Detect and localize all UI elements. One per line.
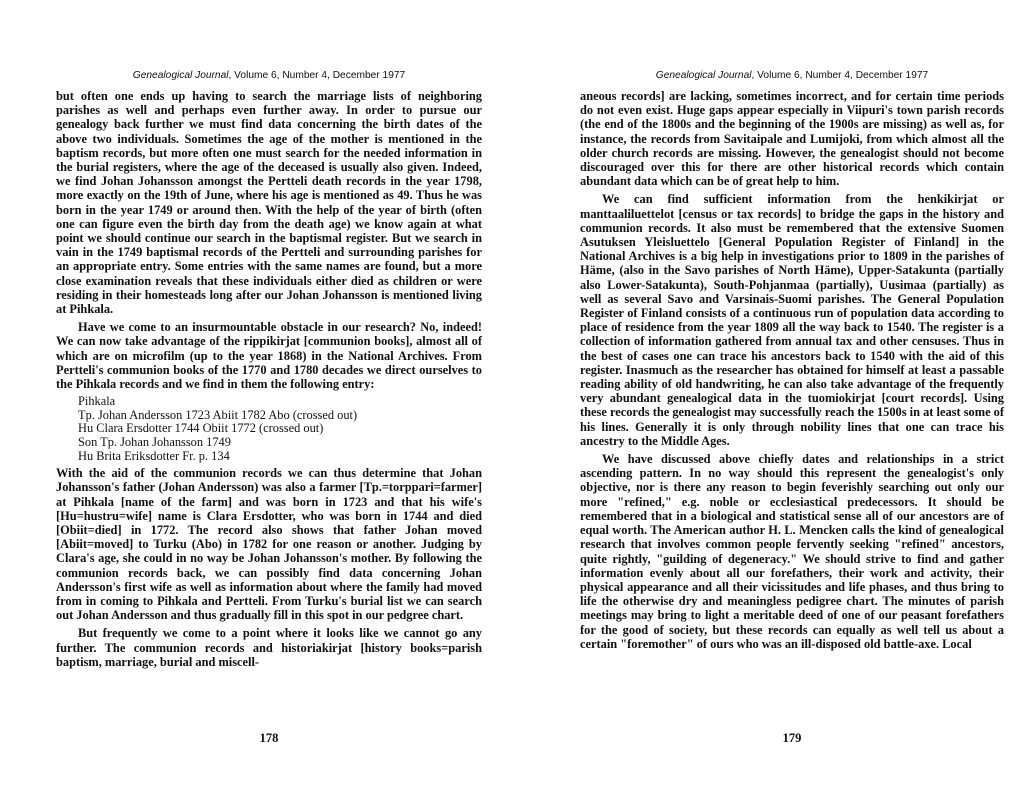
entry-line: Pihkala <box>78 394 116 409</box>
right-paragraph-1: aneous records] are lacking, sometimes incorrect, and for certain time periods do not even exist. Huge gaps appear especially in Viipuri's town parish records (the end of the 1800s and the beginning of the 1900s are missing) as well as, for instance, the records from Savitaipale and Lumijoki, from which almost all the older church records are missing. However, the genealogist should not become discouraged over this for there are other historical records which contain abundant data which can be of great help to him. <box>580 89 1004 189</box>
right-journal-title: Genealogical Journal <box>655 70 752 81</box>
left-paragraph-4: But frequently we come to a point where it looks like we cannot go any further. The communion records and historiakirjat [history books=parish baptism, marriage, burial and miscell- <box>56 626 482 669</box>
left-body-text <box>56 89 482 673</box>
left-journal-title: Genealogical Journal <box>132 70 229 81</box>
entry-line: Son Tp. Johan Johansson 1749 <box>78 435 231 450</box>
entry-line: Hu Clara Ersdotter 1744 Obiit 1772 (crossed out) <box>78 421 324 436</box>
right-page-number: 179 <box>782 731 802 745</box>
right-body-text <box>580 89 1004 655</box>
communion-record-entry <box>78 395 482 463</box>
left-paragraph-1: but often one ends up having to search the marriage lists of neighboring parishes as well and perhaps even further away. In order to pursue our genealogy back further we must find data concerning the birth dates of the above two individuals. Sometimes the age of the mother is mentioned in the baptism records, but more often one must search for the needed information in the burial registers, where the age of the deceased is usually also given. Indeed, we find Johan Johansson amongst the Pertteli death records in the year 1798, more exactly on the 19th of June, where his age is mentioned as 49. Thus he was born in the year 1749 or around then. With the help of the year of birth (often one can figure even the birth day from the death age) we know again at what point we should continue our search in the baptismal register. But we search in vain in the 1749 baptismal records of the Pertteli and surrounding parishes for an appropriate entry. Some entries with the same names are found, but a more close examination reveals that these individuals either died as children or were residing in their homesteads long after our Johan Johansson is mentioned living at Pihkala. <box>56 89 482 317</box>
left-page <box>56 0 482 789</box>
left-paragraph-3: With the aid of the communion records we can thus determine that Johan Johansson's father (Johan Andersson) was also a farmer [Tp.=torppari=farmer] at Pihkala [name of the farm] and was born in 1723 and that his wife's [Hu=hustru=wife] name is Clara Ersdotter, who was born in 1744 and died [Obiit=died] in 1772. The record also shows that father Johan moved [Abiit=moved] to Turku (Abo) in 1782 for one reason or another. Judging by Clara's age, she could in no way be Johan Johansson's mother. By following the communion records back, we can possibly find data concerning Johan Andersson's first wife as well as information about where the family had moved from in coming to Pihkala and Pertteli. From Turku's burial list we can search out Johan Andersson and thus gradually fill in this spot in our pedgree chart. <box>56 466 482 623</box>
entry-line: Tp. Johan Andersson 1723 Abiit 1782 Abo (crossed out) <box>78 407 358 422</box>
right-page <box>580 0 1004 789</box>
entry-line: Hu Brita Eriksdotter Fr. p. 134 <box>78 448 230 463</box>
right-issue-info: , Volume 6, Number 4, December 1977 <box>751 70 929 81</box>
right-paragraph-3: We have discussed above chiefly dates and relationships in a strict ascending pattern. In no way should this represent the genealogist's only objective, nor is there any reason to begin feverishly searching out only our more "refined," e.g. noble or ecclesiastical predecessors. It should be remembered that in a biological and statistical sense all of our ancestors are of equal worth. The American author H. L. Mencken calls the kind of genealogical research that involves common people fervently seeking "refined" ancestors, quite rightly, "guilding of degeneracy." We should strive to find and gather information evenly about all our forefathers, their work and activity, their physical appearance and all their vicissitudes and life phases, and thus bring to life the otherwise dry and meaningless pedigree chart. The minutes of parish meetings may bring to light a meritable deed of one of our peasant forefathers for the good of society, but these records can equally as well tell us about a certain "foremother" of ours who was an ill-disposed old battle-axe. Local <box>580 452 1004 651</box>
right-paragraph-2: We can find sufficient information from the henkikirjat or manttaaliluettelot [census or tax records] to bridge the gaps in the history and communion records. It also must be remembered that the extensive Suomen Asutuksen Yleisluettelo [General Population Register of Finland] in the National Archives is a big help in investigations prior to 1809 in the parishes of Häme, (also in the Savo parishes of North Häme), Upper-Satakunta (partially also Lower-Satakunta), South-Pohjanmaa (partially), Uusimaa (partially) as well as several Savo and Varsinais-Suomi parishes. The General Population Register of Finland consists of a continuous run of population data according to place of residence from the year 1809 all the way back to 1540. The register is a collection of information gathered from annual tax and other censuses. Thus in the best of cases one can trace his ancestors back to 1540 with the aid of this register. Inasmuch as the researcher has obtained for himself at least a passable reading ability of old handwriting, he can also take advantage of the frequently very abundant genealogical data in the tuomiokirjat [court records]. Using these records the genealogist may successfully reach the 1500s in at least some of his lines. Generally it is only through nobility lines that one can trace his ancestry to the Middle Ages. <box>580 192 1004 448</box>
left-page-number: 178 <box>259 731 279 745</box>
right-running-head <box>580 70 1004 81</box>
left-issue-info: , Volume 6, Number 4, December 1977 <box>228 70 406 81</box>
left-paragraph-2: Have we come to an insurmountable obstacle in our research? No, indeed! We can now take advantage of the rippikirjat [communion books], almost all of which are on microfilm (up to the year 1868) in the National Archives. From Pertteli's communion books of the 1770 and 1780 decades we direct ourselves to the Pihkala records and we find in them the following entry: <box>56 320 482 392</box>
left-running-head <box>56 70 482 81</box>
